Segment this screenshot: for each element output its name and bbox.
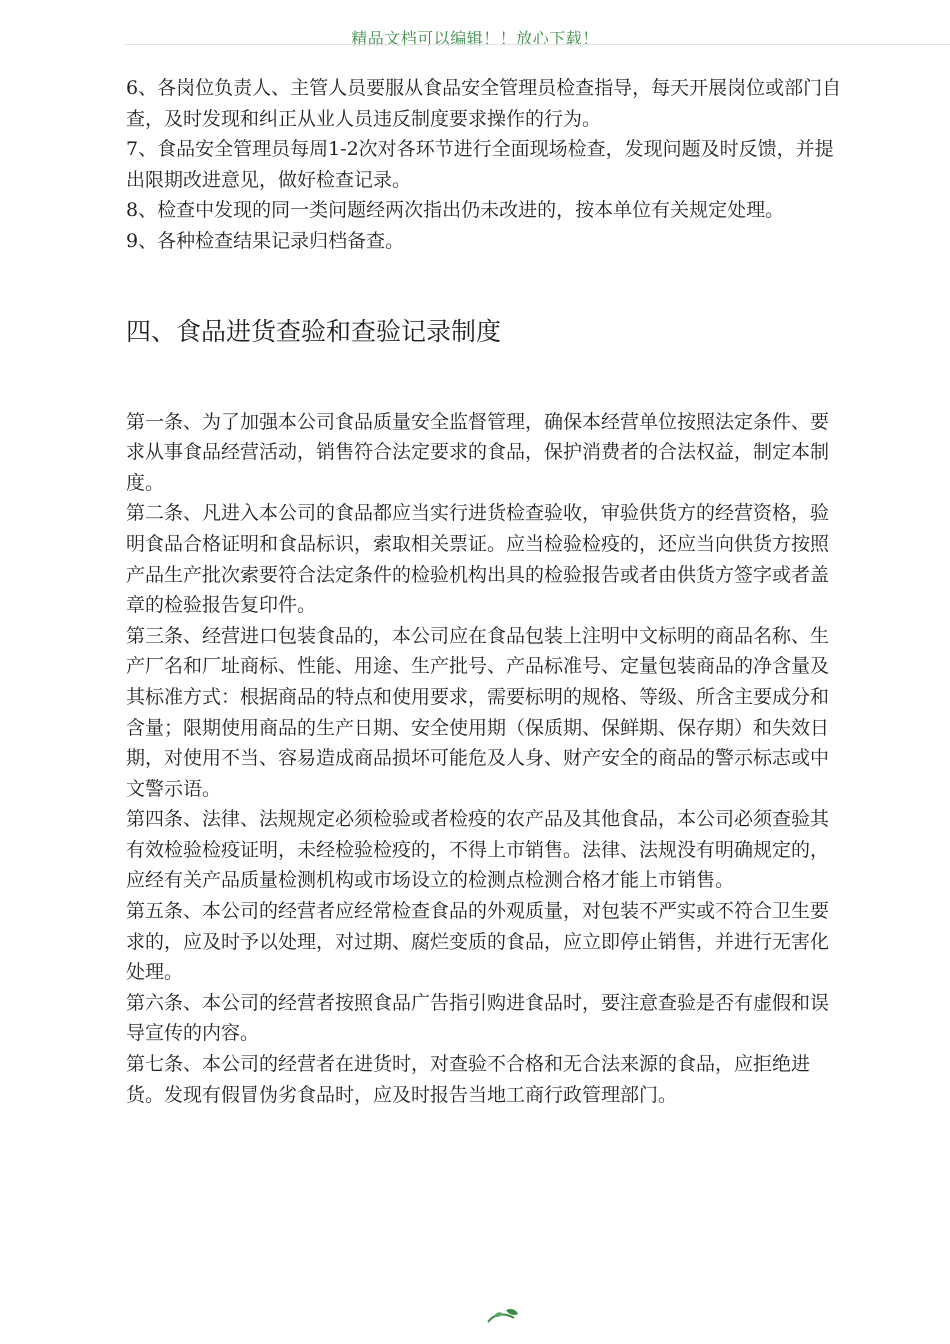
article-3: 第三条、经营进口包装食品的，本公司应在食品包装上注明中文标明的商品名称、生产厂名和厂址商标、性能、用途、生产批号、产品标准号、定量包装商品的净含量及其标准方式：根据商品的特点和使用要求，需要标明的规格、等级、所含主要成分和含量；限期使用商品的生产日期、安全使用期（保质期、保鲜期、保存期）和失效日期，对使用不当、容易造成商品损坏可能危及人身、财产安全的商品的警示标志或中文警示语。	[126, 624, 830, 800]
section-heading: 四、食品进货查验和查验记录制度	[126, 316, 502, 346]
article-1: 第一条、为了加强本公司食品质量安全监督管理，确保本经营单位按照法定条件、要求从事食品经营活动，销售符合法定要求的食品，保护消费者的合法权益，制定本制度。	[126, 410, 830, 494]
rule-item-9: 9、各种检查结果记录归档备查。	[126, 229, 405, 252]
header-divider	[125, 44, 950, 45]
rule-item-7: 7、食品安全管理员每周1-2次对各环节进行全面现场检查，发现问题及时反馈，并提出限期改进意见，做好检查记录。	[126, 138, 834, 191]
article-4: 第四条、法律、法规规定必须检验或者检疫的农产品及其他食品，本公司必须查验其有效检验检疫证明，未经检验检疫的，不得上市销售。法律、法规没有明确规定的，应经有关产品质量检测机构或市场设立的检测点检测合格才能上市销售。	[126, 808, 830, 892]
article-5: 第五条、本公司的经营者应经常检查食品的外观质量，对包装不严实或不符合卫生要求的，应及时予以处理，对过期、腐烂变质的食品，应立即停止销售，并进行无害化处理。	[126, 900, 830, 984]
document-body	[126, 73, 846, 1110]
rule-item-8: 8、检查中发现的同一类问题经两次指出仍未改进的，按本单位有关规定处理。	[126, 199, 785, 222]
article-2: 第二条、凡进入本公司的食品都应当实行进货检查验收，审验供货方的经营资格，验明食品合格证明和食品标识，索取相关票证。应当检验检疫的，还应当向供货方按照产品生产批次索要符合法定条件的检验机构出具的检验报告或者由供货方签字或者盖章的检验报告复印件。	[126, 502, 830, 617]
leaf-logo-icon	[484, 1306, 524, 1326]
article-7: 第七条、本公司的经营者在进货时，对查验不合格和无合法来源的食品，应拒绝进货。发现有假冒伪劣食品时，应及时报告当地工商行政管理部门。	[126, 1053, 811, 1106]
page-header-banner: 精品文档可以编辑！！放心下载！	[351, 29, 599, 48]
rule-item-6: 6、各岗位负责人、主管人员要服从食品安全管理员检查指导，每天开展岗位或部门自查，及时发现和纠正从业人员违反制度要求操作的行为。	[126, 77, 842, 130]
article-6: 第六条、本公司的经营者按照食品广告指引购进食品时，要注意查验是否有虚假和误导宣传的内容。	[126, 991, 830, 1045]
